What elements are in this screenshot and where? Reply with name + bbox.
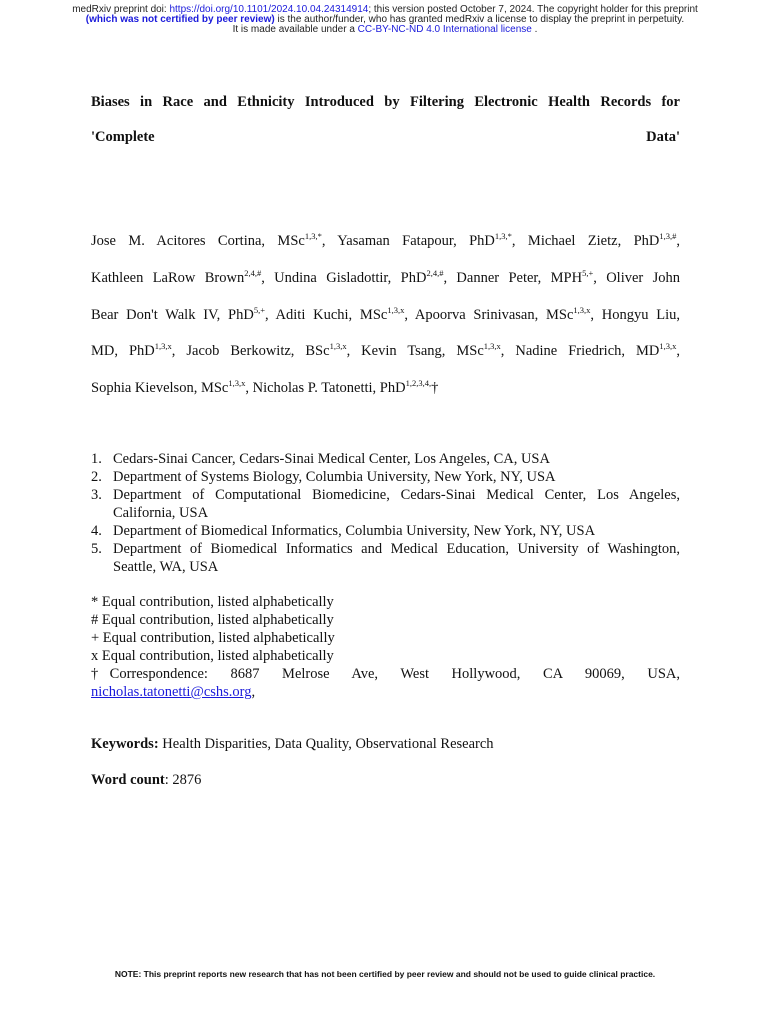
paper-title-line2: 'Complete Data'	[91, 129, 680, 145]
author-affiliation-marker: 1,3,x	[483, 341, 501, 351]
author-name: , Kevin Tsang, MSc	[346, 343, 484, 359]
author-name: , Jacob Berkowitz, BSc	[171, 343, 330, 359]
correspondence-address: † Correspondence: 8687 Melrose Ave, West Hollywood, CA 90069, USA,	[91, 666, 680, 682]
affiliation-item: 3. Department of Computational Biomedicine, Cedars-Sinai Medical Center, Los Angeles, California, USA	[91, 487, 680, 521]
license-link[interactable]: CC-BY-NC-ND 4.0 International license	[357, 24, 532, 35]
author-name: MD, PhD	[91, 343, 155, 359]
author-name: Kathleen LaRow Brown	[91, 270, 245, 286]
author-name: ,	[676, 343, 680, 359]
preprint-header-line1: medRxiv preprint doi: https://doi.org/10.1101/2024.10.04.24314914; this version posted October 7, 2024. The copyright holder for this preprint	[72, 4, 698, 15]
author-affiliation-marker: 2,4,#	[426, 268, 444, 278]
author-affiliation-marker: 1,3,x	[154, 341, 172, 351]
preprint-header-line2: (which was not certified by peer review) is the author/funder, who has granted medRxiv a license to display the preprint in perpetuity.	[85, 14, 685, 25]
email-link[interactable]: nicholas.tatonetti@cshs.org	[91, 684, 252, 700]
author-name: , Michael Zietz, PhD	[511, 233, 660, 249]
author-line	[91, 380, 680, 397]
author-affiliation-marker: 1,3,x	[573, 305, 591, 315]
author-line	[91, 233, 680, 250]
affiliation-item: 5. Department of Biomedical Informatics and Medical Education, University of Washington, Seattle, WA, USA	[91, 541, 680, 575]
author-affiliation-marker: 1,3,x	[329, 341, 347, 351]
affiliation-item: 4. Department of Biomedical Informatics, Columbia University, New York, NY, USA	[91, 523, 596, 539]
author-affiliation-marker: 1,3,x	[387, 305, 405, 315]
affiliation-item: 1. Cedars-Sinai Cancer, Cedars-Sinai Medical Center, Los Angeles, CA, USA	[91, 451, 550, 467]
author-name: , Aditi Kuchi, MSc	[264, 307, 388, 323]
author-line	[91, 307, 680, 324]
keywords: Keywords: Health Disparities, Data Quality, Observational Research	[91, 736, 494, 752]
author-affiliation-marker: 1,2,3,4,	[405, 378, 432, 388]
contribution-notes	[91, 593, 680, 701]
paper-title-line1: Biases in Race and Ethnicity Introduced by Filtering Electronic Health Records for	[91, 94, 680, 110]
author-affiliation-marker: 1,3,*	[494, 231, 512, 241]
doi-link[interactable]: https://doi.org/10.1101/2024.10.04.24314914	[169, 4, 369, 15]
affiliations-list	[91, 450, 680, 576]
author-name: , Nicholas P. Tatonetti, PhD	[245, 380, 406, 396]
note-x: x Equal contribution, listed alphabetically	[91, 648, 334, 664]
author-name: , Nadine Friedrich, MD	[500, 343, 660, 359]
affiliation-item: 2. Department of Systems Biology, Columbia University, New York, NY, USA	[91, 469, 556, 485]
author-name: , Danner Peter, MPH	[443, 270, 583, 286]
author-name: Bear Don't Walk IV, PhD	[91, 307, 254, 323]
author-affiliation-marker: 1,3,x	[659, 341, 677, 351]
author-affiliation-marker: 2,4,#	[244, 268, 262, 278]
note-star: * Equal contribution, listed alphabetically	[91, 594, 334, 610]
author-name: Jose M. Acitores Cortina, MSc	[91, 233, 305, 249]
word-count: Word count: 2876	[91, 772, 202, 788]
author-affiliation-marker: 5,+	[582, 268, 594, 278]
author-affiliation-marker: 5,+	[253, 305, 265, 315]
author-name: ,	[676, 233, 680, 249]
author-line	[91, 270, 680, 287]
author-affiliation-marker: 1,3,#	[659, 231, 677, 241]
author-affiliation-marker: 1,3,*	[304, 231, 322, 241]
correspondence-email-line: nicholas.tatonetti@cshs.org,	[91, 684, 256, 700]
author-line	[91, 343, 680, 360]
author-name: Sophia Kievelson, MSc	[91, 380, 229, 396]
note-hash: # Equal contribution, listed alphabetically	[91, 612, 334, 628]
note-plus: + Equal contribution, listed alphabetically	[91, 630, 335, 646]
author-name: , Yasaman Fatapour, PhD	[321, 233, 495, 249]
author-name: , Hongyu Liu,	[590, 307, 680, 323]
author-affiliation-marker: 1,3,x	[228, 378, 246, 388]
author-name: , Oliver John	[593, 270, 681, 286]
author-name: , Undina Gisladottir, PhD	[261, 270, 427, 286]
author-name: , Apoorva Srinivasan, MSc	[404, 307, 574, 323]
preprint-header-line3: It is made available under a CC-BY-NC-ND 4.0 International license .	[232, 24, 538, 35]
author-name: †	[431, 380, 439, 396]
preprint-footer-note: NOTE: This preprint reports new research that has not been certified by peer review and should not be used to guide clinical practice.	[114, 969, 656, 979]
